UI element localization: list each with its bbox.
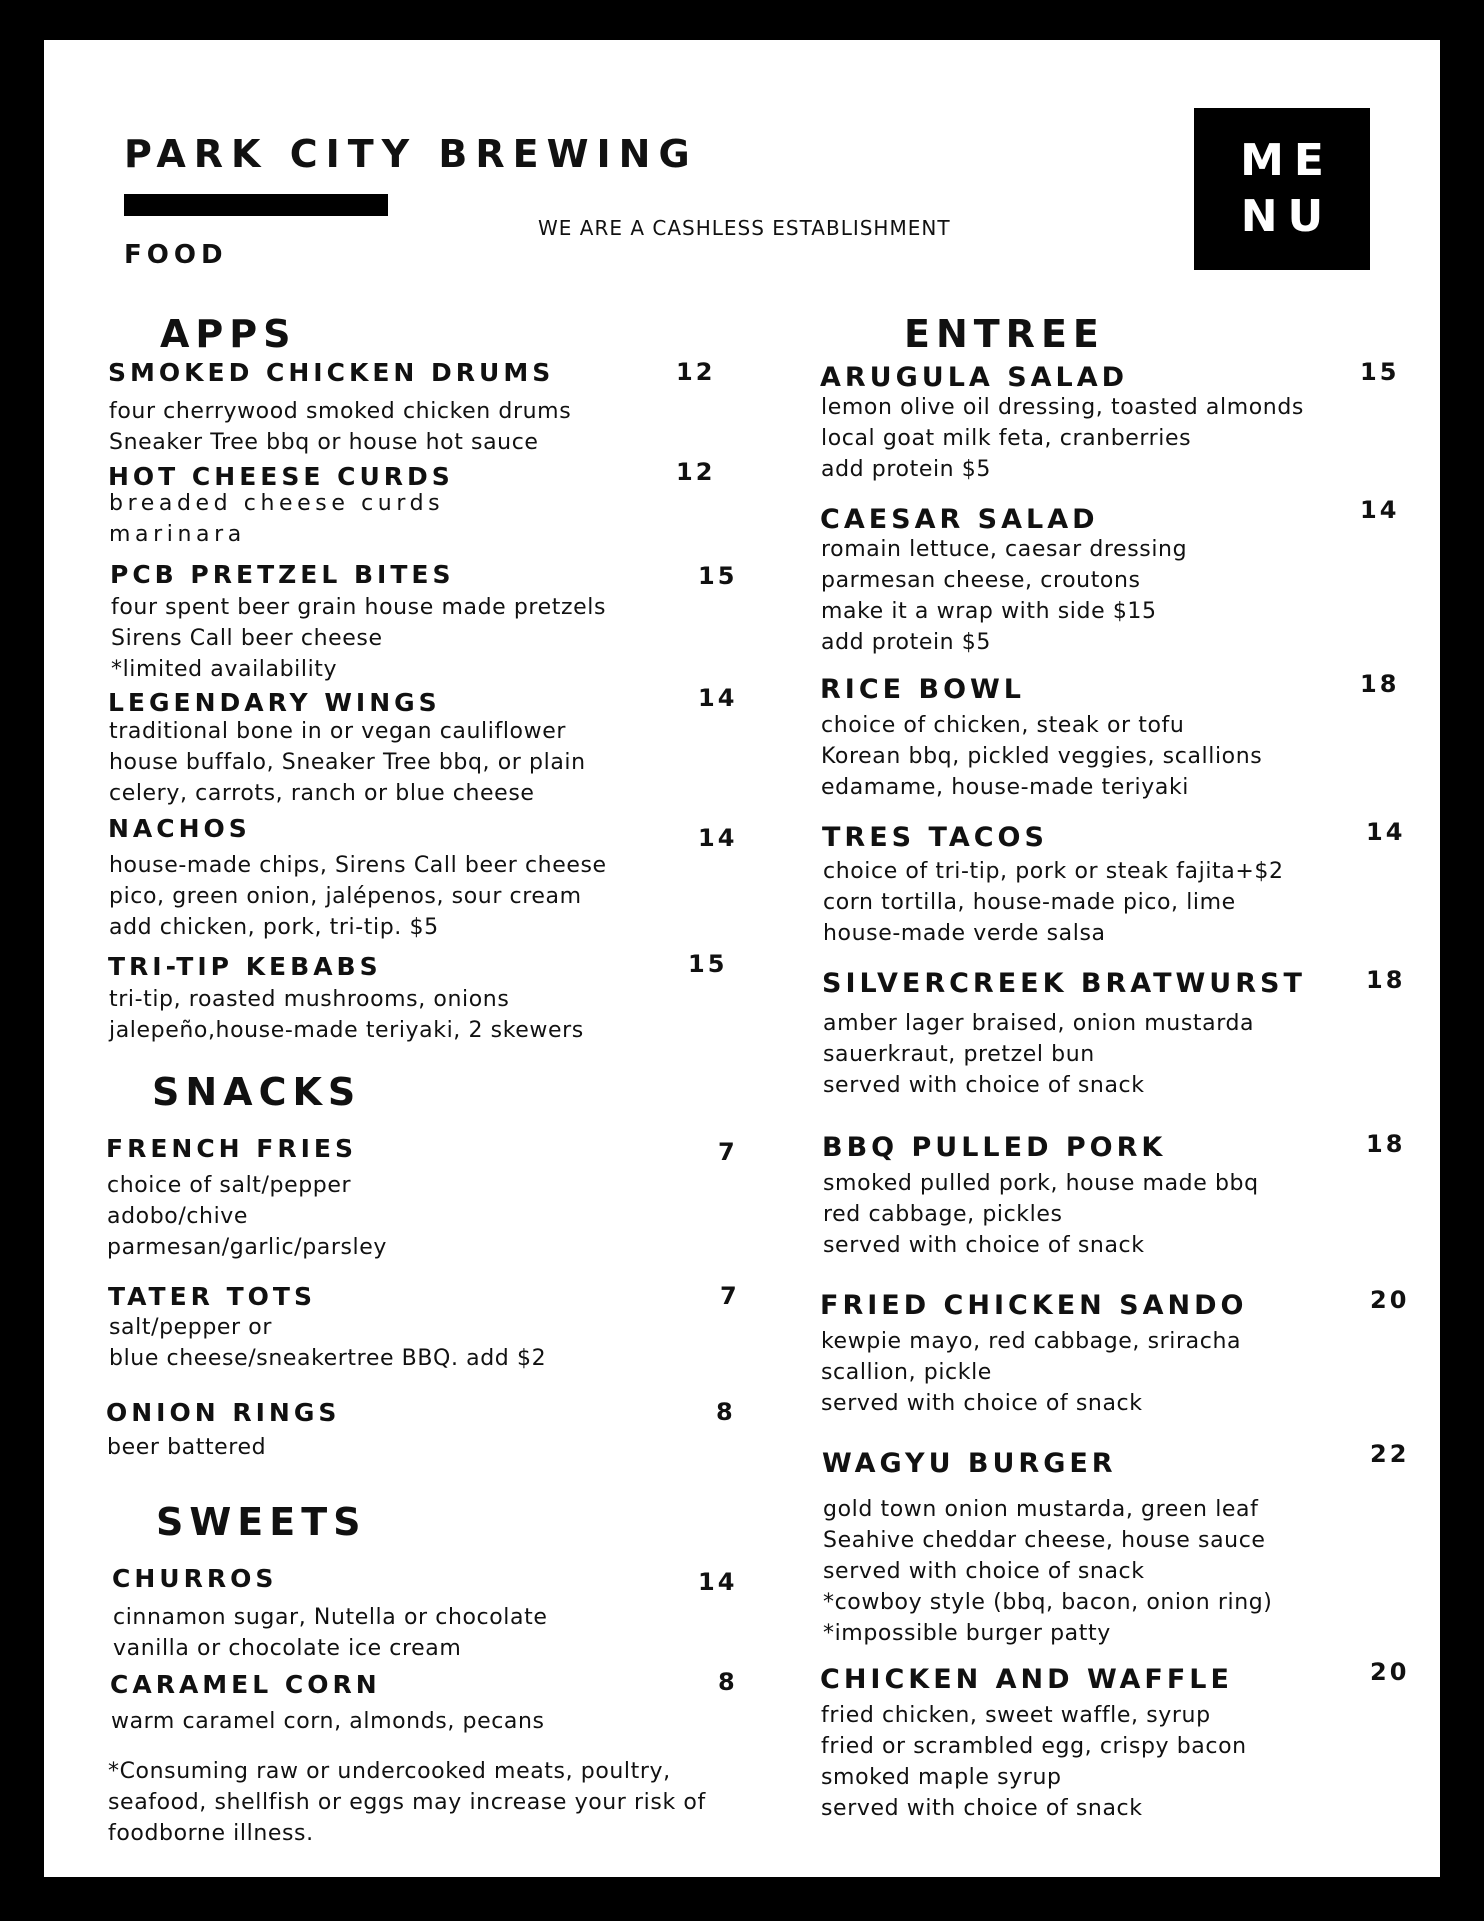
item-name: CHURROS xyxy=(112,1564,278,1593)
item-price: 18 xyxy=(1366,1130,1406,1158)
item-name: TATER TOTS xyxy=(108,1282,316,1311)
item-price: 8 xyxy=(716,1398,736,1426)
item-description: breaded cheese curds marinara xyxy=(109,491,445,547)
item-price: 14 xyxy=(1366,818,1406,846)
brand-underline-bar xyxy=(124,194,388,216)
section-title-entree: ENTREE xyxy=(904,312,1105,356)
item-description: choice of chicken, steak or tofu Korean bbq, pickled veggies, scallions edamame, house-made teriyaki xyxy=(821,713,1263,800)
section-title-snacks: SNACKS xyxy=(152,1070,362,1114)
section-title-sweets: SWEETS xyxy=(156,1500,367,1544)
item-description: cinnamon sugar, Nutella or chocolate vanilla or chocolate ice cream xyxy=(113,1605,548,1661)
item-price: 15 xyxy=(1360,358,1400,386)
item-name: TRI-TIP KEBABS xyxy=(108,952,382,981)
section-title-apps: APPS xyxy=(160,312,297,356)
item-name: ARUGULA SALAD xyxy=(820,362,1129,393)
item-price: 7 xyxy=(718,1138,738,1166)
item-name: LEGENDARY WINGS xyxy=(108,688,441,717)
food-safety-disclaimer: *Consuming raw or undercooked meats, poultry, seafood, shellfish or eggs may increase your risk of foodborne illness. xyxy=(108,1759,706,1846)
item-name: FRENCH FRIES xyxy=(106,1134,358,1163)
item-description: amber lager braised, onion mustarda sauerkraut, pretzel bun served with choice of snack xyxy=(823,1011,1255,1098)
item-name: SMOKED CHICKEN DRUMS xyxy=(108,358,555,387)
item-name: CARAMEL CORN xyxy=(110,1670,381,1699)
menu-badge-line2: NU xyxy=(1240,191,1334,242)
item-description: romain lettuce, caesar dressing parmesan cheese, croutons make it a wrap with side $15 add protein $5 xyxy=(821,537,1188,655)
item-price: 18 xyxy=(1366,966,1406,994)
item-price: 14 xyxy=(1360,496,1400,524)
item-description: house-made chips, Sirens Call beer cheese pico, green onion, jalépenos, sour cream add chicken, pork, tri-tip. $5 xyxy=(109,853,607,940)
item-description: traditional bone in or vegan cauliflower house buffalo, Sneaker Tree bbq, or plain celery, carrots, ranch or blue cheese xyxy=(109,719,586,806)
item-name: HOT CHEESE CURDS xyxy=(108,462,454,491)
item-price: 18 xyxy=(1360,670,1400,698)
item-description: fried chicken, sweet waffle, syrup fried or scrambled egg, crispy bacon smoked maple syrup served with choice of snack xyxy=(821,1703,1247,1821)
cashless-notice: WE ARE A CASHLESS ESTABLISHMENT xyxy=(538,216,951,240)
item-description: smoked pulled pork, house made bbq red cabbage, pickles served with choice of snack xyxy=(823,1171,1259,1258)
item-description: beer battered xyxy=(107,1435,267,1460)
item-name: RICE BOWL xyxy=(820,674,1026,705)
item-price: 22 xyxy=(1370,1440,1410,1468)
item-price: 7 xyxy=(720,1282,740,1310)
item-name: CHICKEN AND WAFFLE xyxy=(820,1664,1233,1695)
item-description: choice of salt/pepper adobo/chive parmesan/garlic/parsley xyxy=(107,1173,388,1260)
item-name: SILVERCREEK BRATWURST xyxy=(822,968,1306,999)
item-price: 8 xyxy=(718,1668,738,1696)
item-price: 14 xyxy=(698,1568,738,1596)
brand-name: PARK CITY BREWING xyxy=(124,132,698,176)
item-price: 20 xyxy=(1370,1286,1410,1314)
item-price: 14 xyxy=(698,684,738,712)
item-description: salt/pepper or blue cheese/sneakertree BBQ. add $2 xyxy=(109,1315,547,1371)
menu-badge-line1: ME xyxy=(1240,135,1334,186)
item-description: choice of tri-tip, pork or steak fajita+$2 corn tortilla, house-made pico, lime house-made verde salsa xyxy=(823,859,1284,946)
item-description: four spent beer grain house made pretzels Sirens Call beer cheese *limited availability xyxy=(111,595,607,682)
menu-page xyxy=(44,40,1440,1877)
item-name: WAGYU BURGER xyxy=(822,1448,1117,1479)
item-name: ONION RINGS xyxy=(106,1398,341,1427)
item-description: lemon olive oil dressing, toasted almonds local goat milk feta, cranberries add protein $5 xyxy=(821,395,1304,482)
item-description: kewpie mayo, red cabbage, sriracha scallion, pickle served with choice of snack xyxy=(821,1329,1242,1416)
item-name: NACHOS xyxy=(108,814,251,843)
item-description: gold town onion mustarda, green leaf Seahive cheddar cheese, house sauce served with choice of snack *cowboy style (bbq, bacon, onion ring) *impossible burger patty xyxy=(823,1497,1273,1646)
menu-badge xyxy=(1194,108,1370,270)
item-price: 20 xyxy=(1370,1658,1410,1686)
item-name: TRES TACOS xyxy=(822,822,1048,853)
item-name: BBQ PULLED PORK xyxy=(822,1132,1167,1163)
item-price: 12 xyxy=(676,358,716,386)
item-description: four cherrywood smoked chicken drums Sneaker Tree bbq or house hot sauce xyxy=(109,399,572,455)
menu-subtitle: FOOD xyxy=(124,240,228,270)
item-price: 15 xyxy=(698,562,738,590)
item-price: 15 xyxy=(688,950,728,978)
item-name: FRIED CHICKEN SANDO xyxy=(820,1290,1248,1321)
item-price: 12 xyxy=(676,458,716,486)
item-name: CAESAR SALAD xyxy=(820,504,1099,535)
item-price: 14 xyxy=(698,824,738,852)
item-description: warm caramel corn, almonds, pecans xyxy=(111,1709,545,1734)
item-name: PCB PRETZEL BITES xyxy=(110,560,455,589)
item-description: tri-tip, roasted mushrooms, onions jalepeño,house-made teriyaki, 2 skewers xyxy=(109,987,584,1043)
